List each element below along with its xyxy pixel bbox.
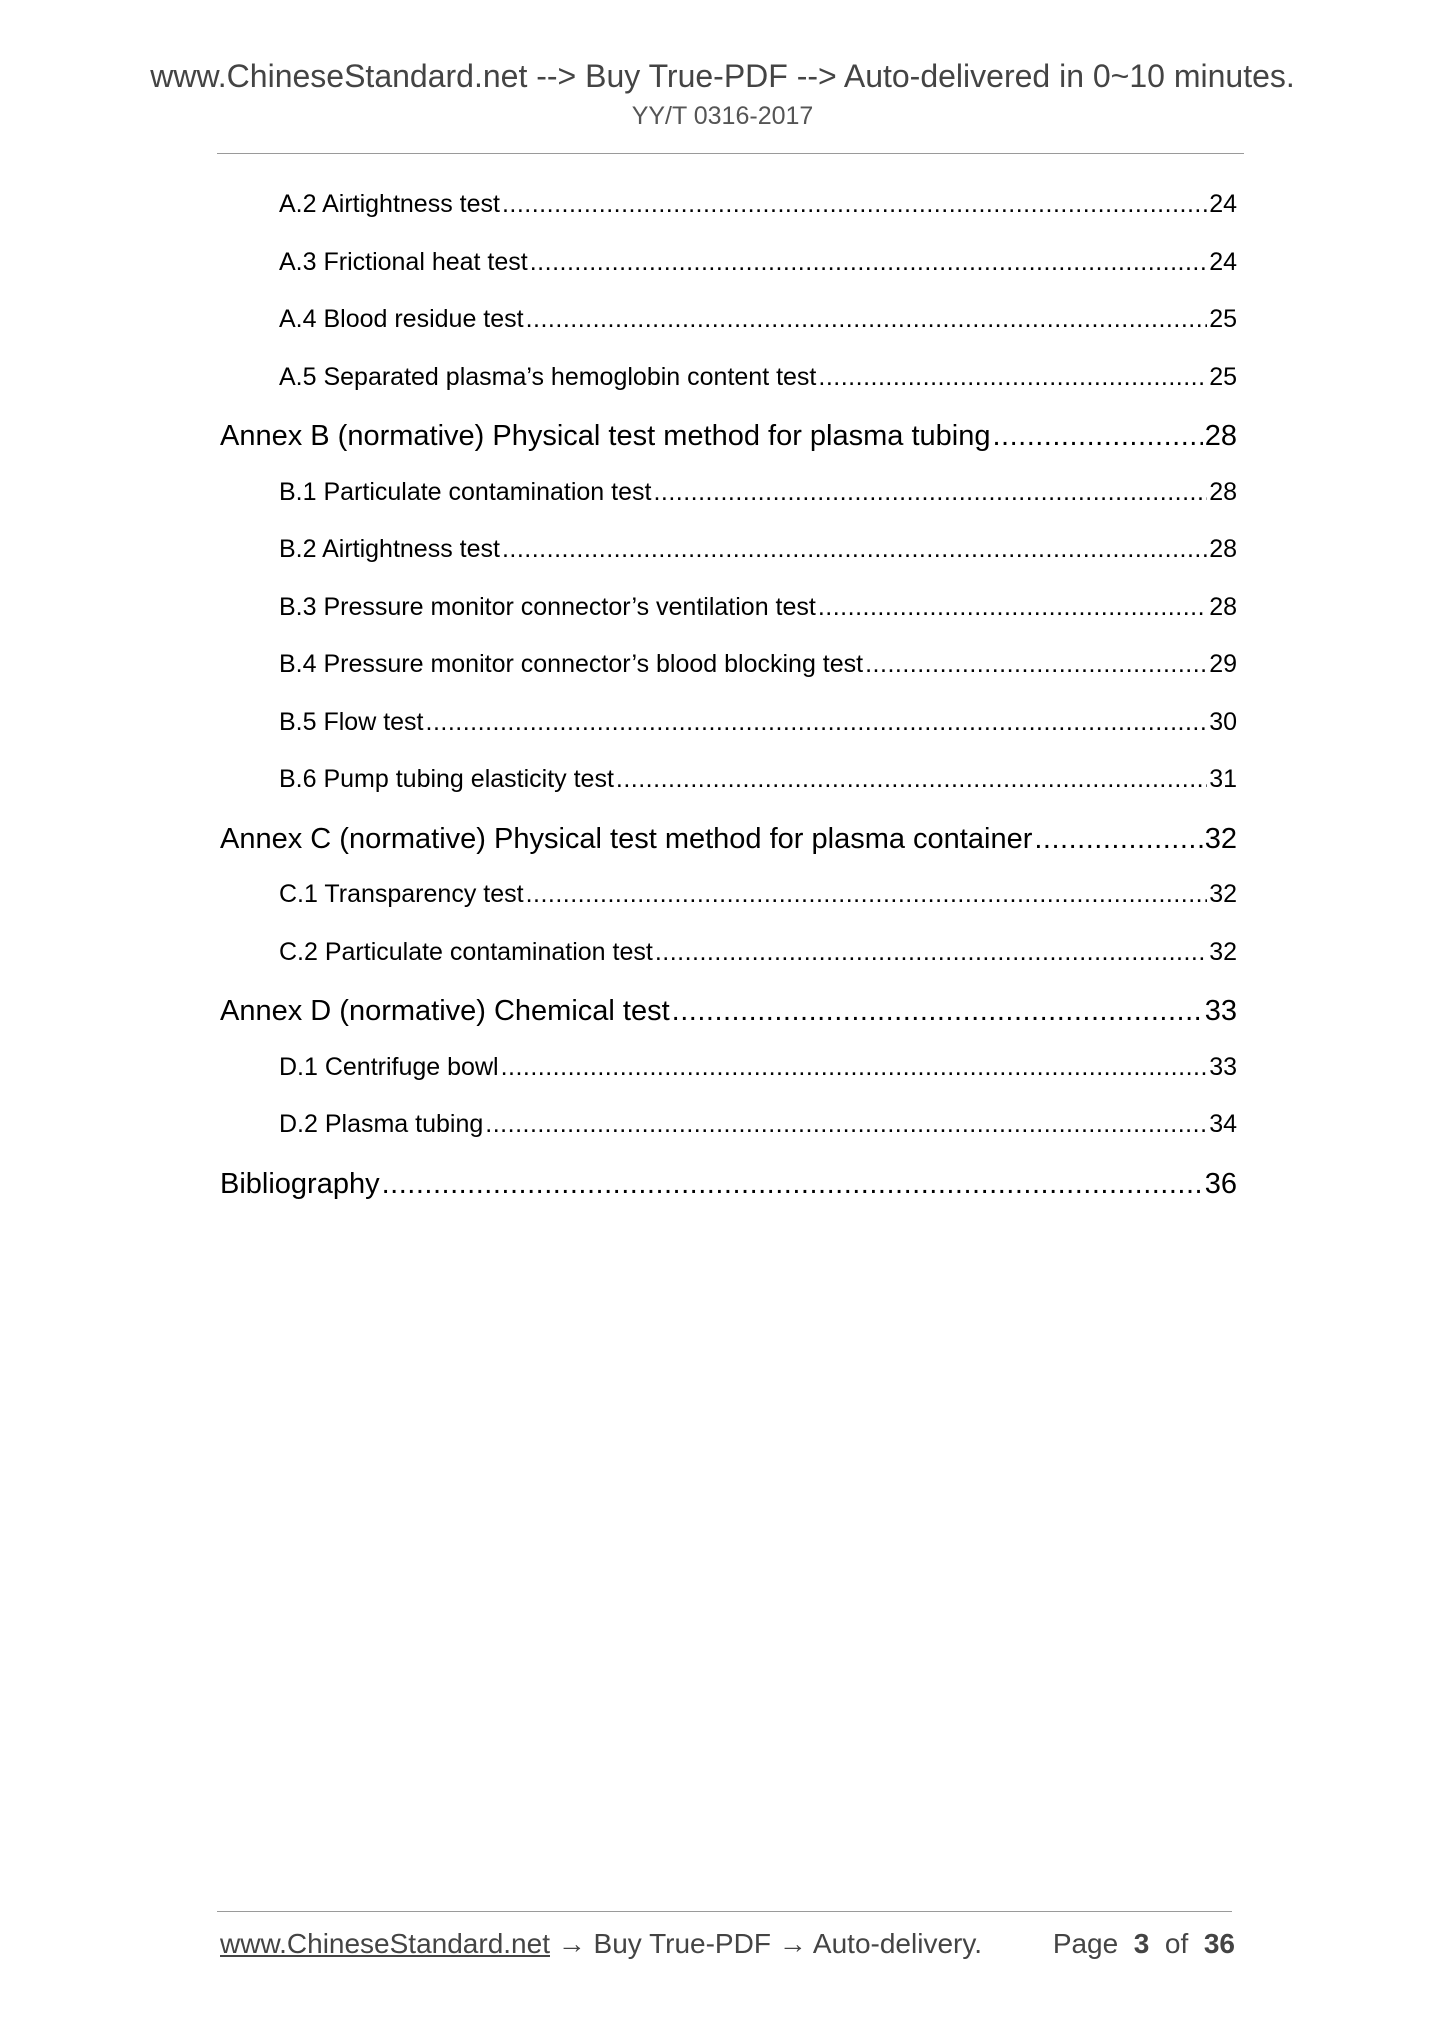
toc-page-number: 32 [1209, 880, 1237, 908]
toc-entry[interactable] [279, 1110, 1237, 1150]
toc-entry[interactable] [279, 535, 1237, 575]
toc-entry-title: D.2 Plasma tubing [279, 1110, 484, 1138]
toc-page-number: 36 [1204, 1167, 1237, 1200]
toc-dot-leader [382, 1168, 1203, 1201]
header-banner: www.ChineseStandard.net --> Buy True-PDF --> Auto-delivered in 0~10 minutes. [150, 58, 1295, 94]
document-number: YY/T 0316-2017 [631, 102, 814, 130]
toc-page-number: 28 [1204, 420, 1237, 452]
total-page-number: 36 [1203, 1928, 1235, 1959]
toc-page-number: 25 [1209, 362, 1237, 391]
toc-dot-leader [526, 305, 1208, 334]
toc-dot-leader [530, 248, 1207, 277]
toc-dot-leader [502, 535, 1207, 564]
toc-entry-title: B.5 Flow test [279, 707, 424, 736]
toc-dot-leader [1034, 823, 1202, 856]
toc-dot-leader [655, 938, 1207, 967]
toc-entry-title: D.1 Centrifuge bowl [279, 1052, 499, 1081]
toc-entry-title: A.4 Blood residue test [279, 305, 524, 333]
toc-page-number: 33 [1204, 995, 1237, 1027]
toc-annex-entry[interactable] [220, 995, 1237, 1035]
toc-page-number: 28 [1209, 592, 1237, 621]
toc-dot-leader [818, 363, 1207, 392]
current-page-number: 3 [1133, 1928, 1150, 1959]
toc-entry-title: B.3 Pressure monitor connector’s ventilation test [279, 592, 816, 621]
toc-page-number: 25 [1209, 305, 1237, 333]
toc-page-number: 24 [1209, 247, 1237, 276]
toc-page-number: 32 [1204, 822, 1237, 855]
toc-entry[interactable] [279, 880, 1237, 920]
toc-entry-title: B.4 Pressure monitor connector’s blood blocking test [279, 650, 864, 678]
toc-entry[interactable] [279, 650, 1237, 690]
toc-annex-entry[interactable] [220, 1168, 1237, 1208]
toc-page-number: 29 [1209, 650, 1237, 678]
page-header [0, 56, 1445, 132]
footer-site-link[interactable]: www.ChineseStandard.net [220, 1928, 550, 1959]
toc-entry[interactable] [279, 1053, 1237, 1093]
toc-dot-leader [672, 995, 1203, 1028]
footer-promo [220, 1928, 982, 1960]
toc-entry-title: C.2 Particulate contamination test [279, 937, 653, 966]
toc-dot-leader [426, 708, 1208, 737]
toc-entry-title: A.5 Separated plasma’s hemoglobin content test [279, 362, 817, 391]
toc-entry-title: Annex B (normative) Physical test method for plasma tubing [220, 420, 991, 452]
toc-dot-leader [653, 478, 1207, 507]
toc-entry-title: B.1 Particulate contamination test [279, 477, 652, 506]
toc-page-number: 24 [1209, 190, 1237, 218]
toc-entry[interactable] [279, 593, 1237, 633]
toc-dot-leader [865, 650, 1207, 679]
toc-page-number: 33 [1209, 1052, 1237, 1081]
toc-dot-leader [502, 190, 1207, 219]
toc-entry[interactable] [279, 478, 1237, 518]
toc-entry[interactable] [279, 248, 1237, 288]
toc-entry-title: B.6 Pump tubing elasticity test [279, 765, 614, 793]
toc-entry[interactable] [279, 305, 1237, 345]
toc-entry-title: A.2 Airtightness test [279, 190, 500, 218]
toc-page-number: 32 [1209, 937, 1237, 966]
toc-entry-title: A.3 Frictional heat test [279, 247, 528, 276]
toc-dot-leader [501, 1053, 1208, 1082]
toc-page-number: 28 [1209, 477, 1237, 506]
toc-page-number: 34 [1209, 1110, 1237, 1138]
toc-entry[interactable] [279, 765, 1237, 805]
toc-page-number: 31 [1209, 765, 1237, 793]
page-footer [220, 1928, 1235, 1968]
toc-entry-title: Annex D (normative) Chemical test [220, 995, 670, 1027]
footer-divider [217, 1911, 1232, 1912]
toc-dot-leader [992, 420, 1202, 453]
page-word: Page [1052, 1928, 1119, 1959]
toc-entry-title: B.2 Airtightness test [279, 535, 500, 563]
toc-page-number: 28 [1209, 535, 1237, 563]
toc-entry-title: Annex C (normative) Physical test method for plasma container [220, 822, 1033, 855]
toc-dot-leader [616, 765, 1207, 794]
toc-dot-leader [526, 880, 1208, 909]
toc-page-number: 30 [1209, 707, 1237, 736]
header-divider [217, 153, 1244, 154]
toc-entry[interactable] [279, 363, 1237, 403]
toc-dot-leader [818, 593, 1207, 622]
toc-entry-title: Bibliography [220, 1167, 380, 1200]
toc-entry[interactable] [279, 708, 1237, 748]
toc-entry[interactable] [279, 938, 1237, 978]
toc-annex-entry[interactable] [220, 823, 1237, 863]
toc-annex-entry[interactable] [220, 420, 1237, 460]
page-indicator [1053, 1928, 1235, 1960]
page-of-word: of [1164, 1928, 1189, 1959]
toc-entry[interactable] [279, 190, 1237, 230]
toc-entry-title: C.1 Transparency test [279, 880, 524, 908]
footer-promo-text: → Buy True-PDF → Auto-delivery. [549, 1928, 983, 1959]
toc-dot-leader [485, 1110, 1207, 1139]
